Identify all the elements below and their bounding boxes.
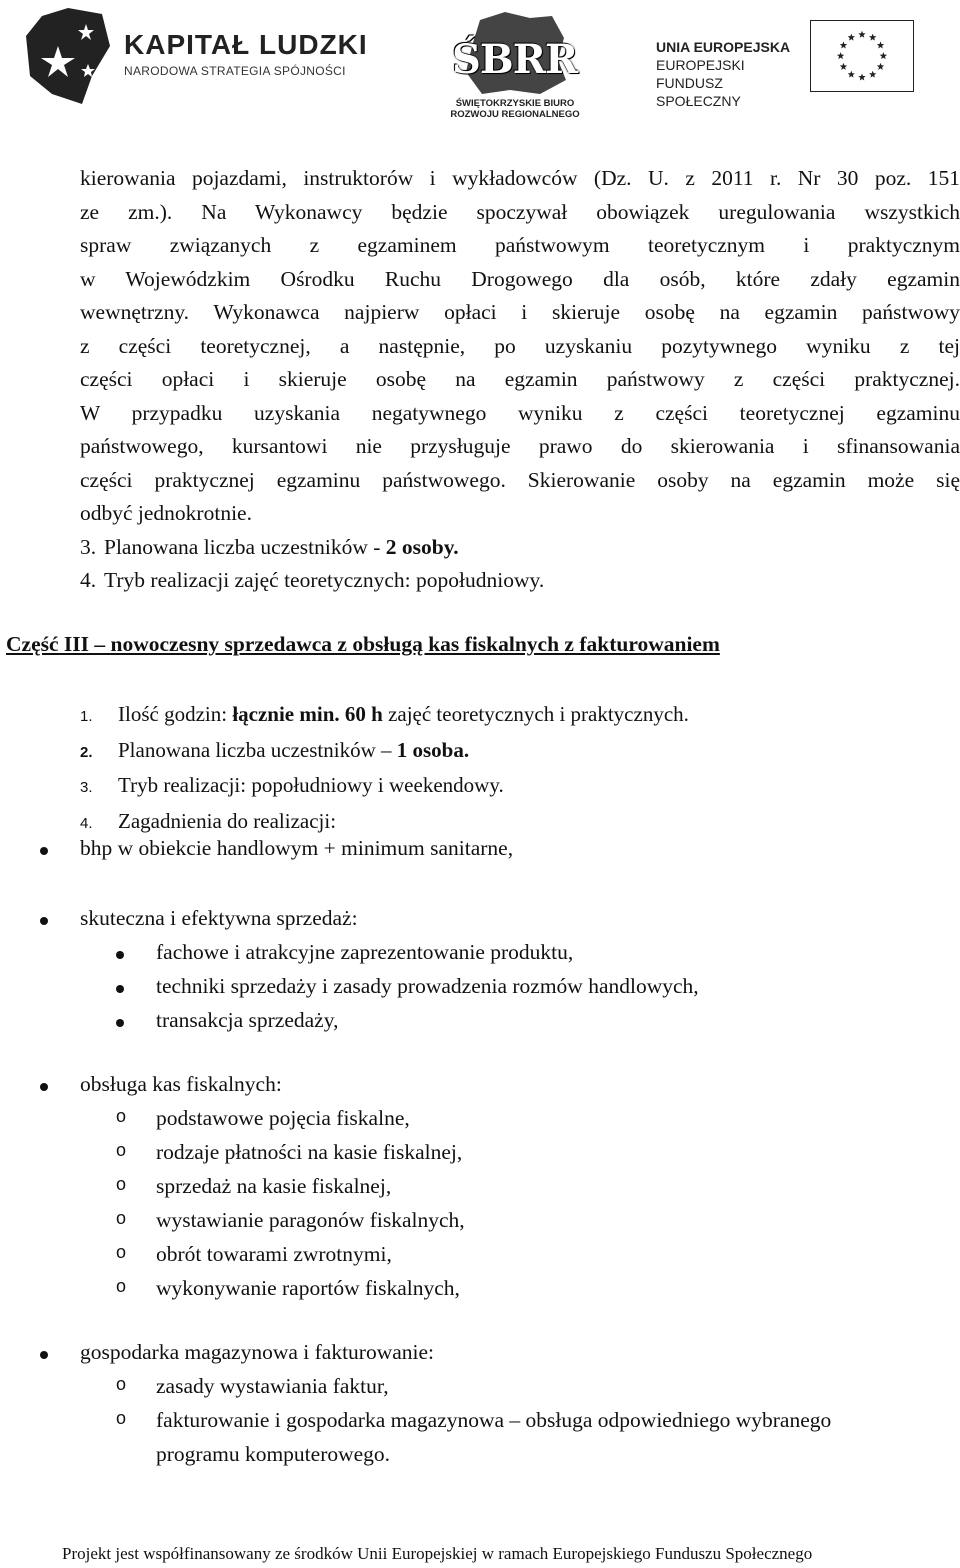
eu-star-icon [869, 34, 876, 41]
bullet-text: techniki sprzedaży i zasady prowadzenia rozmów handlowych, [156, 974, 699, 998]
bullet-text: wykonywanie raportów fiskalnych, [156, 1276, 460, 1300]
sub-bullet-item [116, 1106, 410, 1131]
sub-bullet-item [116, 1374, 389, 1399]
bullet-text: sprzedaż na kasie fiskalnej, [156, 1174, 392, 1198]
sub-bullet-item [116, 1140, 462, 1165]
sub-bullet-item [116, 1408, 831, 1433]
bullet-text: fakturowanie i gospodarka magazynowa – obsługa odpowiedniego wybranego [156, 1408, 832, 1432]
sbrr-subtitle-line-1: ŚWIĘTOKRZYSKIE BIURO [455, 98, 575, 109]
text-line: z części teoretycznej, a następnie, po uzyskaniu pozytywnego wyniku z tej [80, 333, 960, 358]
circle-bullet-icon: o [116, 1242, 127, 1262]
text-line: części opłaci i skieruje osobę na egzamin państwowy z części praktycznej. [80, 367, 960, 391]
kapital-ludzki-logo-text [124, 30, 374, 78]
list-text: Tryb realizacji: popołudniowy i weekendowy. [118, 773, 504, 797]
list-item [80, 564, 960, 598]
list-item [80, 734, 689, 770]
bullet-icon [40, 917, 48, 925]
list-item [80, 769, 689, 805]
bullet-text: obrót towarami zwrotnymi, [156, 1242, 392, 1266]
eu-logo-text [656, 38, 806, 110]
kapital-ludzki-title: KAPITAŁ LUDZKI [124, 29, 368, 60]
sub-bullet-item [116, 1242, 392, 1267]
eu-line-2: EUROPEJSKI [656, 57, 745, 73]
main-content [80, 162, 960, 598]
bullet-icon [116, 985, 124, 993]
eu-line-3: FUNDUSZ SPOŁECZNY [656, 75, 741, 109]
list-text: Planowana liczba uczestników – [118, 737, 397, 762]
section-heading: Część III – nowoczesny sprzedawca z obsługą kas fiskalnych z fakturowaniem [6, 632, 720, 656]
text-line: kierowania pojazdami, instruktorów i wykładowców (Dz. U. z 2011 r. Nr 30 poz. 151 [80, 166, 960, 190]
text-line: wewnętrzny. Wykonawca najpierw opłaci i skieruje osobę na egzamin państwowy [80, 300, 960, 324]
bullet-item [40, 1340, 434, 1365]
bullet-text: podstawowe pojęcia fiskalne, [156, 1106, 410, 1130]
bullet-text: fachowe i atrakcyjne zaprezentowanie produktu, [156, 940, 574, 964]
sub-bullet-item [116, 1174, 391, 1199]
list-text: zajęć teoretycznych i praktycznych. [382, 702, 689, 726]
sbrr-subtitle [440, 98, 590, 120]
list-text-bold: łącznie min. 60 h [232, 702, 383, 726]
text-line: odbyć jednokrotnie. [80, 501, 252, 525]
sub-bullet-continuation [116, 1442, 390, 1467]
eu-star-icon [858, 74, 865, 81]
bullet-text: obsługa kas fiskalnych: [80, 1072, 282, 1096]
sbrr-title: ŚBRR [452, 36, 578, 83]
list-text-bold: 1 osoba. [396, 737, 470, 762]
eu-star-icon [840, 41, 847, 48]
eu-star-icon [877, 41, 884, 48]
numbered-list-part3 [80, 698, 689, 840]
bullet-text: wystawianie paragonów fiskalnych, [156, 1208, 465, 1232]
kapital-ludzki-logo-mark [22, 6, 114, 106]
bullet-text: programu komputerowego. [156, 1442, 391, 1466]
bullet-text: bhp w obiekcie handlowym + minimum sanitarne, [80, 836, 514, 860]
eu-star-icon [837, 52, 844, 59]
bullet-text: transakcja sprzedaży, [156, 1008, 339, 1032]
bullet-item [40, 1072, 282, 1097]
list-number: 4. [80, 814, 93, 832]
eu-star-icon [880, 52, 887, 59]
bullet-icon [40, 1351, 48, 1359]
page-header [0, 0, 960, 130]
text-line: ze zm.). Na Wykonawcy będzie spoczywał obowiązek uregulowania wszystkich [80, 199, 960, 224]
eu-star-icon [848, 34, 855, 41]
circle-bullet-icon: o [116, 1408, 127, 1428]
circle-bullet-icon: o [116, 1374, 127, 1394]
eu-star-icon [840, 63, 847, 70]
bullet-item [40, 836, 513, 861]
kapital-ludzki-subtitle: NARODOWA STRATEGIA SPÓJNOŚCI [124, 64, 346, 78]
bullet-icon [40, 847, 48, 855]
text-line: w Wojewódzkim Ośrodku Ruchu Drogowego dla osób, które zdały egzamin [80, 266, 960, 291]
list-number: 3. [80, 534, 97, 559]
eu-star-icon [877, 63, 884, 70]
circle-bullet-icon: o [116, 1276, 127, 1296]
list-number: 3. [80, 779, 93, 796]
list-text: Planowana liczba uczestników - [104, 534, 386, 559]
text-line: spraw związanych z egzaminem państwowym teoretycznym i praktycznym [80, 233, 960, 257]
bullet-text: zasady wystawiania faktur, [156, 1374, 389, 1398]
eu-star-icon [858, 31, 865, 38]
list-number: 2. [80, 743, 93, 761]
sbrr-subtitle-line-2: ROZWOJU REGIONALNEGO [450, 109, 580, 120]
list-number: 1. [80, 708, 93, 725]
bullet-text: gospodarka magazynowa i fakturowanie: [80, 1340, 435, 1364]
eu-flag-icon [810, 20, 914, 92]
list-item [80, 698, 689, 734]
list-text-bold: 2 osoby. [385, 534, 459, 559]
text-line: W przypadku uzyskania negatywnego wyniku z części teoretycznej egzaminu [80, 400, 960, 425]
circle-bullet-icon: o [116, 1106, 127, 1126]
circle-bullet-icon: o [116, 1174, 127, 1194]
bullet-icon [116, 951, 124, 959]
bullet-icon [116, 1019, 124, 1027]
sub-bullet-item [116, 974, 699, 999]
numbered-list-part2 [80, 531, 960, 598]
list-number: 4. [80, 568, 97, 592]
list-text: Tryb realizacji zajęć teoretycznych: popołudniowy. [104, 568, 545, 592]
eu-star-icon [848, 71, 855, 78]
list-text: Ilość godzin: [118, 702, 233, 726]
bullet-icon [40, 1083, 48, 1091]
sub-bullet-item [116, 1276, 460, 1301]
sub-bullet-item [116, 1008, 338, 1033]
list-text: Zagadnienia do realizacji: [118, 808, 337, 833]
eu-line-1: UNIA EUROPEJSKA [656, 39, 791, 55]
circle-bullet-icon: o [116, 1208, 127, 1228]
sbrr-logo [440, 6, 580, 122]
sub-bullet-item [116, 1208, 465, 1233]
text-line: państwowego, kursantowi nie przysługuje prawo do skierowania i sfinansowania [80, 434, 960, 458]
list-item [80, 805, 689, 841]
bullet-text: rodzaje płatności na kasie fiskalnej, [156, 1140, 463, 1164]
list-item [80, 531, 960, 565]
text-line: części praktycznej egzaminu państwowego. Skierowanie osoby na egzamin może się [80, 467, 960, 492]
bullet-item [40, 906, 358, 931]
bullet-text: skuteczna i efektywna sprzedaż: [80, 906, 358, 930]
sub-bullet-item [116, 940, 573, 965]
eu-star-icon [869, 71, 876, 78]
page-footer: Projekt jest współfinansowany ze środków Unii Europejskiej w ramach Europejskiego Funduszu Społecznego [62, 1544, 813, 1563]
paragraph-exam-rules [80, 162, 960, 531]
circle-bullet-icon: o [116, 1140, 127, 1160]
